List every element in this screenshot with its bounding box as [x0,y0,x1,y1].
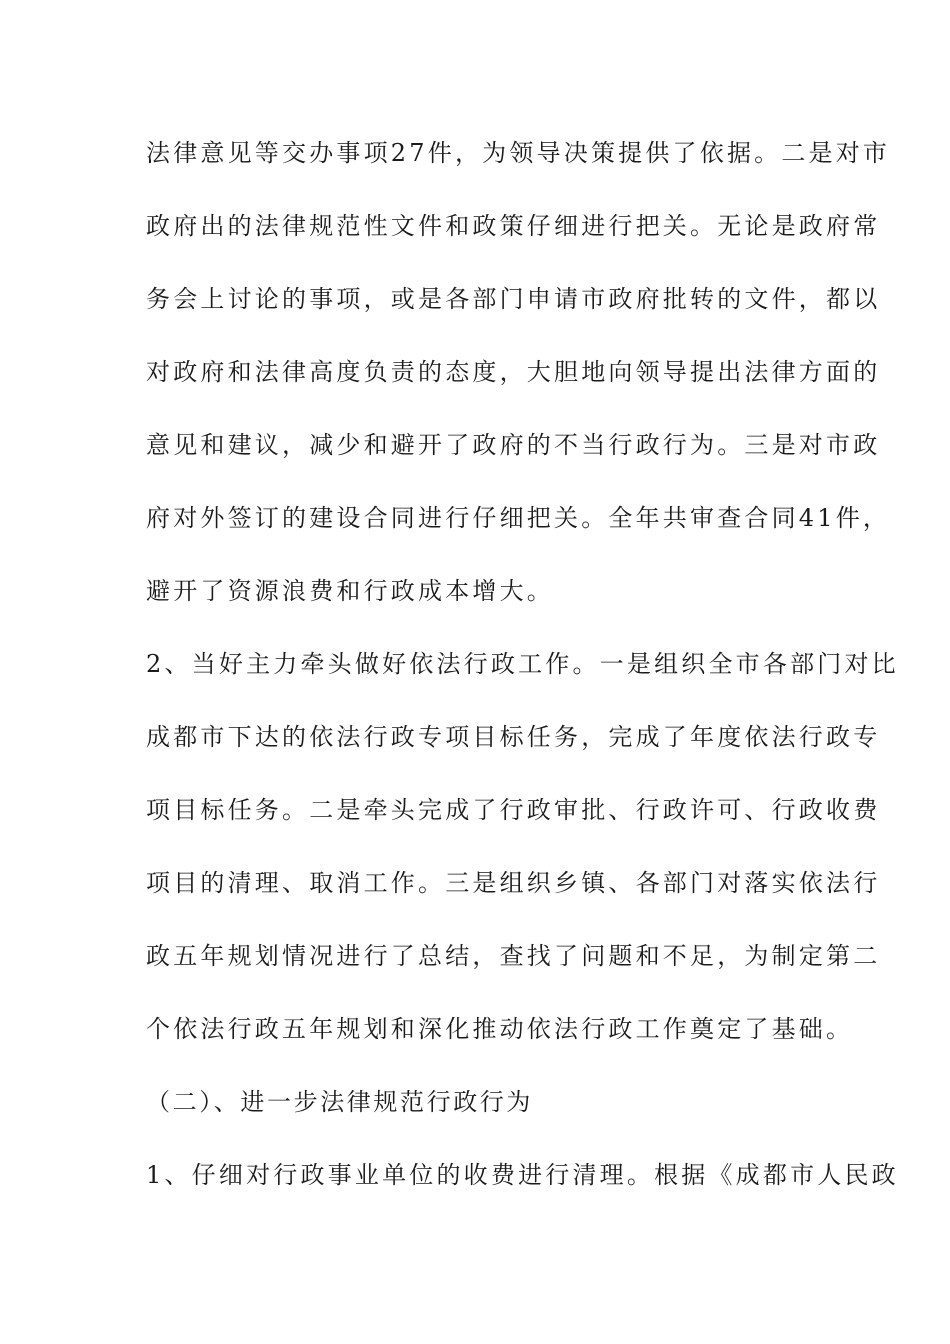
paragraph-line: 项目标任务。二是牵头完成了行政审批、行政许可、行政收费 [146,796,881,824]
paragraph-line: 1、仔细对行政事业单位的收费进行清理。根据《成都市人民政 [146,1161,899,1189]
paragraph-line: 府对外签订的建设合同进行仔细把关。全年共审查合同41件， [146,504,891,532]
paragraph-line: 成都市下达的依法行政专项目标任务，完成了年度依法行政专 [146,723,881,751]
paragraph-line: 意见和建议，减少和避开了政府的不当行政行为。三是对市政 [146,431,881,459]
paragraph-line: 个依法行政五年规划和深化推动依法行政工作奠定了基础。 [146,1015,854,1043]
paragraph-line: 务会上讨论的事项，或是各部门申请市政府批转的文件，都以 [146,285,881,313]
paragraph-line: 法律意见等交办事项27件，为领导决策提供了依据。二是对市 [146,139,891,167]
paragraph-line: 避开了资源浪费和行政成本增大。 [146,577,554,605]
paragraph-line: 项目的清理、取消工作。三是组织乡镇、各部门对落实依法行 [146,869,881,897]
paragraph-line: 对政府和法律高度负责的态度，大胆地向领导提出法律方面的 [146,358,881,386]
paragraph-line: 政五年规划情况进行了总结，查找了问题和不足，为制定第二 [146,942,881,970]
section-heading: （二）、进一步法律规范行政行为 [146,1088,533,1116]
paragraph-line: 政府出的法律规范性文件和政策仔细进行把关。无论是政府常 [146,212,881,240]
paragraph-line: 2、当好主力牵头做好依法行政工作。一是组织全市各部门对比 [146,650,899,678]
